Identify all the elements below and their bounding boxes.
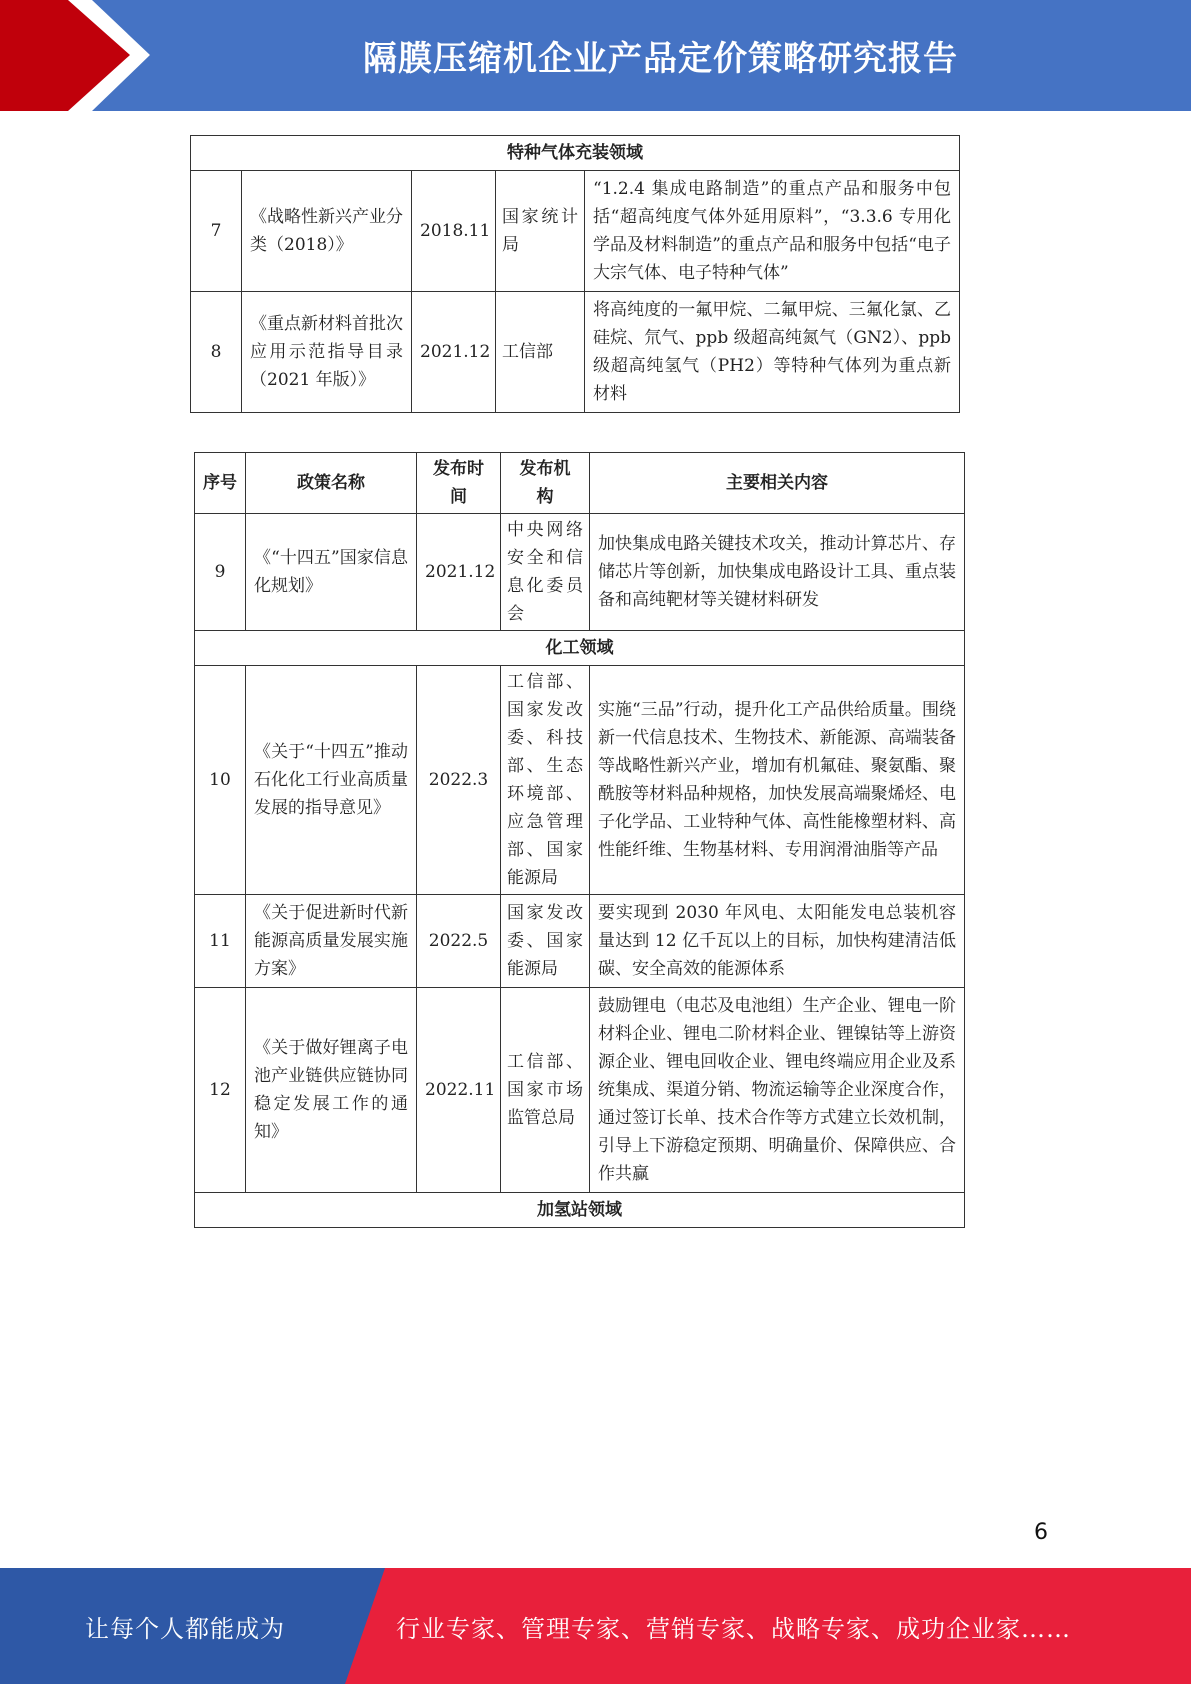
page-number: 6 xyxy=(1034,1520,1048,1545)
page-footer xyxy=(0,1568,1191,1684)
table-section-row xyxy=(191,136,960,171)
release-date: 2022.3 xyxy=(417,666,501,895)
release-date: 2022.11 xyxy=(417,988,501,1193)
policy-content: 加快集成电路关键技术攻关，推动计算芯片、存储芯片等创新，加快集成电路设计工具、重点装备和高纯靶材等关键材料研发 xyxy=(590,514,965,631)
policy-content: “1.2.4 集成电路制造”的重点产品和服务中包括“超高纯度气体外延用原料”，“3.3.6 专用化学品及材料制造”的重点产品和服务中包括“电子大宗气体、电子特种气体” xyxy=(585,171,960,292)
policy-table xyxy=(194,452,965,1228)
release-date: 2022.5 xyxy=(417,895,501,988)
section-title-chemical: 化工领域 xyxy=(195,631,965,666)
policy-content: 将高纯度的一氟甲烷、二氟甲烷、三氟化氯、乙硅烷、氘气、ppb 级超高纯氮气（GN2）、ppb 级超高纯氢气（PH2）等特种气体列为重点新材料 xyxy=(585,292,960,413)
policy-name: 《重点新材料首批次应用示范指导目录（2021 年版）》 xyxy=(242,292,412,413)
policy-name: 《关于“十四五”推动石化化工行业高质量发展的指导意见》 xyxy=(246,666,417,895)
issuing-agency: 工信部、国家市场监管总局 xyxy=(501,988,590,1193)
row-number: 11 xyxy=(195,895,246,988)
table-row xyxy=(191,292,960,413)
issuing-agency: 中央网络安全和信息化委员会 xyxy=(501,514,590,631)
policy-content: 实施“三品”行动，提升化工产品供给质量。围绕新一代信息技术、生物技术、新能源、高端装备等战略性新兴产业，增加有机氟硅、聚氨酯、聚酰胺等材料品种规格，加快发展高端聚烯烃、电子化学品、工业特种气体、高性能橡塑材料、高性能纤维、生物基材料、专用润滑油脂等产品 xyxy=(590,666,965,895)
header-content: 主要相关内容 xyxy=(590,453,965,514)
policy-name: 《“十四五”国家信息化规划》 xyxy=(246,514,417,631)
table-row xyxy=(195,895,965,988)
issuing-agency: 工信部、国家发改委、科技部、生态环境部、应急管理部、国家能源局 xyxy=(501,666,590,895)
header-release-date: 发布时间 xyxy=(417,453,501,514)
row-number: 8 xyxy=(191,292,242,413)
table-header-row xyxy=(195,453,965,514)
row-number: 10 xyxy=(195,666,246,895)
issuing-agency: 工信部 xyxy=(496,292,585,413)
header-issuing-agency: 发布机构 xyxy=(501,453,590,514)
table-section-row xyxy=(195,631,965,666)
policy-name: 《关于做好锂离子电池产业链供应链协同稳定发展工作的通知》 xyxy=(246,988,417,1193)
policy-content: 要实现到 2030 年风电、太阳能发电总装机容量达到 12 亿千瓦以上的目标，加快构建清洁低碳、安全高效的能源体系 xyxy=(590,895,965,988)
footer-slogan-right: 行业专家、管理专家、营销专家、战略专家、成功企业家…… xyxy=(396,1614,1071,1643)
table-row xyxy=(195,666,965,895)
section-title-hydrogen-station: 加氢站领域 xyxy=(195,1193,965,1228)
issuing-agency: 国家统计局 xyxy=(496,171,585,292)
policy-name: 《关于促进新时代新能源高质量发展实施方案》 xyxy=(246,895,417,988)
release-date: 2021.12 xyxy=(417,514,501,631)
table-section-row xyxy=(195,1193,965,1228)
header-policy-name: 政策名称 xyxy=(246,453,417,514)
page-header xyxy=(0,0,1191,111)
table-row xyxy=(195,988,965,1193)
policy-content: 鼓励锂电（电芯及电池组）生产企业、锂电一阶材料企业、锂电二阶材料企业、锂镍钴等上游资源企业、锂电回收企业、锂电终端应用企业及系统集成、渠道分销、物流运输等企业深度合作，通过签订长单、技术合作等方式建立长效机制，引导上下游稳定预期、明确量价、保障供应、合作共赢 xyxy=(590,988,965,1193)
row-number: 7 xyxy=(191,171,242,292)
policy-table-continued xyxy=(190,135,960,413)
document-title: 隔膜压缩机企业产品定价策略研究报告 xyxy=(363,39,958,79)
table-row xyxy=(191,171,960,292)
footer-slogan-left: 让每个人都能成为 xyxy=(85,1614,285,1643)
header-chevron-decoration xyxy=(0,0,160,111)
policy-name: 《战略性新兴产业分类（2018）》 xyxy=(242,171,412,292)
row-number: 12 xyxy=(195,988,246,1193)
table-row xyxy=(195,514,965,631)
section-title-special-gas: 特种气体充装领域 xyxy=(191,136,960,171)
issuing-agency: 国家发改委、国家能源局 xyxy=(501,895,590,988)
row-number: 9 xyxy=(195,514,246,631)
release-date: 2021.12 xyxy=(412,292,496,413)
release-date: 2018.11 xyxy=(412,171,496,292)
header-number: 序号 xyxy=(195,453,246,514)
